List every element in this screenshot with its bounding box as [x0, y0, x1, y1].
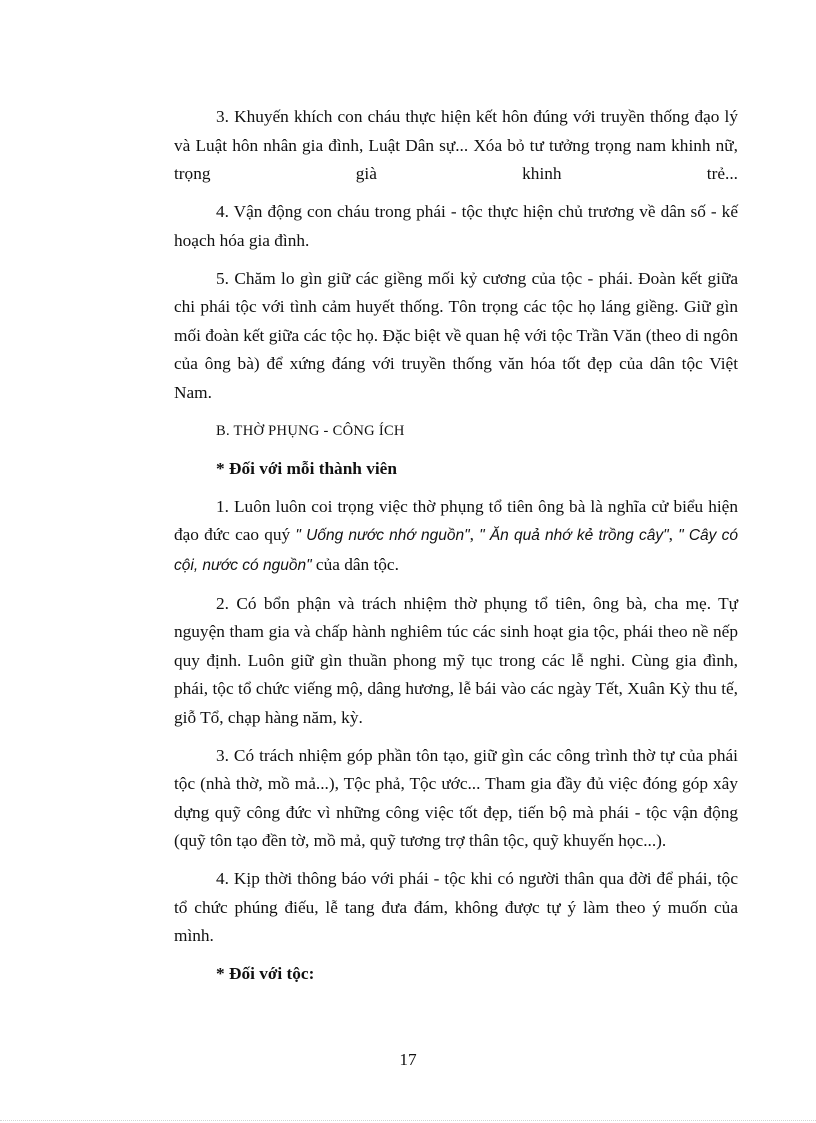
- page-number: 17: [399, 1050, 417, 1069]
- quote-separator: ,: [668, 525, 679, 544]
- clan-subheading: * Đối với tộc:: [216, 964, 315, 983]
- worship-item-3: 3. Có trách nhiệm góp phần tôn tạo, giữ gìn các công trình thờ tự của phái tộc (nhà thờ, mồ mả...), Tộc phả, Tộc ước... Tham gia đầy đủ việc đóng góp xây dựng quỹ công đức vì những công việc tốt đẹp, tiến bộ mà phái - tộc vận động (quỹ tôn tạo đền tờ, mồ mả, quỹ tương trợ thân tộc, quỹ khuyến học...).: [174, 745, 738, 850]
- paragraph-item-4: 4. Vận động con cháu trong phái - tộc thực hiện chủ trương về dân số - kế hoạch hóa gia đình.: [174, 202, 738, 250]
- worship-item-4: 4. Kịp thời thông báo với phái - tộc khi có người thân qua đời để phái, tộc tổ chức phúng điếu, lễ tang đưa đám, không được tự ý làm theo ý muốn của mình.: [174, 869, 738, 945]
- page-bottom-divider: [0, 1120, 816, 1121]
- proverb-quote: " Ăn quả nhớ kẻ trồng cây": [479, 527, 669, 544]
- paragraph-item-5: 5. Chăm lo gìn giữ các giềng mối kỷ cương của tộc - phái. Đoàn kết giữa chi phái tộc với tình cảm huyết thống. Tôn trọng các tộc họ láng giềng. Giữ gìn mối đoàn kết giữa các tộc họ. Đặc biệt về quan hệ với tộc Trần Văn (theo di ngôn của ông bà) để xứng đáng với truyền thống văn hóa tốt đẹp của dân tộc Việt Nam.: [174, 268, 738, 402]
- section-b-heading: B. THỜ PHỤNG - CÔNG ÍCH: [216, 422, 405, 439]
- worship-item-1-ending: của dân tộc.: [311, 554, 399, 574]
- worship-item-2: 2. Có bổn phận và trách nhiệm thờ phụng tổ tiên, ông bà, cha mẹ. Tự nguyện tham gia và chấp hành nghiêm túc các sinh hoạt gia tộc, phái theo nề nếp quy định. Luôn giữ gìn thuần phong mỹ tục trong các lễ nghi. Cùng gia đình, phái, tộc tổ chức viếng mộ, dâng hương, lễ bái vào các ngày Tết, Xuân Kỳ thu tế, giỗ Tổ, chạp hàng năm, kỳ.: [174, 593, 738, 727]
- member-subheading: * Đối với mỗi thành viên: [216, 458, 397, 478]
- page-body: [174, 103, 738, 998]
- proverb-quote: " Uống nước nhớ nguồn": [295, 527, 470, 544]
- worship-item-1-text: 1. Luôn luôn coi trọng việc thờ phụng tổ tiên ông bà là nghĩa cử biểu hiện đạo đức cao quý: [174, 496, 738, 544]
- paragraph-item-3: 3. Khuyến khích con cháu thực hiện kết hôn đúng với truyền thống đạo lý và Luật hôn nhân gia đình, Luật Dân sự... Xóa bỏ tư tưởng trọng nam khinh nữ, trọng già khinh trẻ...: [174, 107, 738, 183]
- quote-separator: ,: [469, 525, 480, 544]
- worship-item-1: [174, 493, 738, 581]
- proverb-quote: " Cây có cội, nước có nguồn": [174, 527, 739, 574]
